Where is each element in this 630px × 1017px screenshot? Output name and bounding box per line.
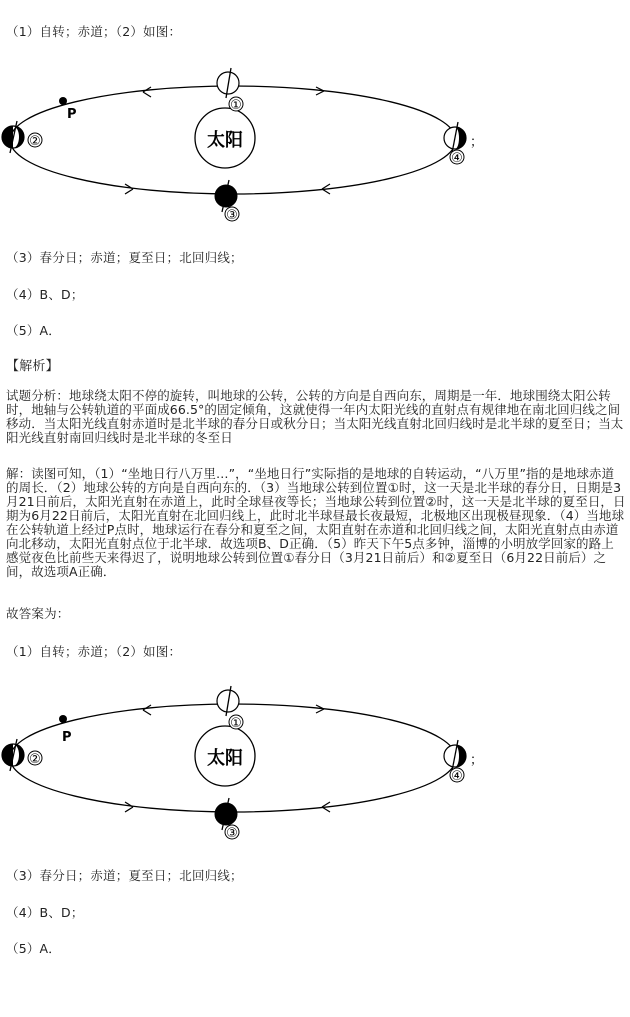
orbit-diagram-2: [0, 680, 630, 850]
pos1-label: ①: [230, 716, 242, 731]
point-p-icon: [59, 97, 67, 105]
arrow-top-left-icon: [143, 87, 151, 97]
pos3-label: ③: [226, 826, 238, 841]
point-p-icon: [59, 715, 67, 723]
analysis-heading: 【解析】: [6, 359, 59, 374]
answer-2-line-5: （5）A．: [6, 941, 62, 956]
answer-2-line-4: （4）B、D；: [6, 905, 84, 920]
answer-2-line-1: （1）自转；赤道；（2）如图：: [6, 644, 182, 659]
solution-text: 解：读图可知，（1）“坐地日行八万里…”，“坐地日行”实际指的是地球的自转运动，“八万里”指的是地球赤道的周长．（2）地球公转的方向是自西向东的．（3）当地球公转到位置①时，这一天是北半球的春分日，日期是3月21日前后，太阳光直射在赤道上，此时全球昼夜等长；当地球公转到位置②时，这一天是北半球的夏至日，日期为6月22日前后，太阳光直射在北回归线上，此时北半球昼最长夜最短，北极地区出现极昼现象．（4）当地球在公转轨道上经过P点时，地球运行在春分和夏至之间，太阳直射在赤道和北回归线之间，太阳光直射点由赤道向北移动，太阳光直射点位于北半球．故选项B、D正确．（5）昨天下午5点多钟，淄博的小明放学回家的路上感觉夜色比前些天来得迟了，说明地球公转到位置①春分日（3月21日前后）和②夏至日（6月22日前后）之间，故选项A正确．: [6, 466, 626, 579]
arrow-top-right-icon: [316, 87, 324, 95]
pos4-label: ④: [451, 769, 463, 784]
pos2-label: ②: [29, 752, 41, 767]
arrow-bottom-left-icon: [125, 184, 133, 194]
trailing-mark: ；: [470, 753, 484, 768]
arrow-top-right-icon: [316, 705, 324, 713]
pos3-label: ③: [226, 208, 238, 223]
pos1-label: ①: [230, 98, 242, 113]
point-p-label: P: [67, 107, 77, 122]
arrow-bottom-left-icon: [125, 802, 133, 812]
analysis-text: 试题分析：地球绕太阳不停的旋转，叫地球的公转，公转的方向是自西向东，周期是一年．地球围绕太阳公转时，地轴与公转轨道的平面成66.5°的固定倾角，这就使得一年内太阳光线的直射点有规律地在南北回归线之间移动．当太阳光线直射赤道时是北半球的春分日或秋分日；当太阳光线直射北回归线时是北半球的夏至日；当太阳光线直射南回归线时是北半球的冬至日: [6, 388, 624, 445]
arrow-top-left-icon: [143, 705, 151, 715]
answer-2-line-3: （3）春分日；赤道；夏至日；北回归线；: [6, 868, 243, 883]
sun-label: 太阳: [207, 748, 243, 769]
pos2-label: ②: [29, 134, 41, 149]
sun-label: 太阳: [207, 130, 243, 151]
final-answer-heading: 故答案为：: [6, 606, 70, 621]
pos4-label: ④: [451, 151, 463, 166]
answer-1-line-3: （3）春分日；赤道；夏至日；北回归线；: [6, 250, 243, 265]
orbit-diagram-1: [0, 62, 630, 232]
answer-1-line-1: （1）自转；赤道；（2）如图：: [6, 24, 182, 39]
answer-1-line-4: （4）B、D；: [6, 287, 84, 302]
answer-1-line-5: （5）A．: [6, 323, 62, 338]
trailing-mark: ；: [470, 135, 484, 150]
point-p-label: P: [62, 730, 72, 745]
